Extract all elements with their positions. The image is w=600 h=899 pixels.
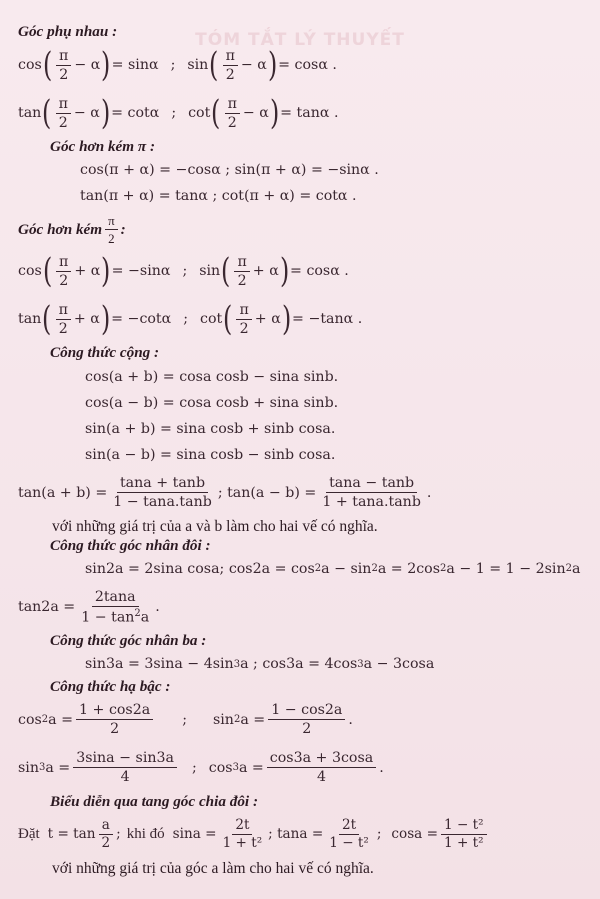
row-ha-bac-2: sin 3 a = $\frac{3\sin a - \sin 3a}{4}$ ; cos 3 a = $\frac{\cos 3a + 3\cos a}{4}$ . (18, 750, 384, 786)
row-triple: sin3a = 3sina − 4sin 3 a ; cos3a = 4cos 3 a − 3cosa (85, 656, 435, 673)
row-add-2: cos(a − b) = cosa cosb + sina sinb. (85, 394, 339, 411)
heading-nhan-ba: Công thức góc nhân ba : (50, 632, 207, 650)
row-add-3: sin(a + b) = sina cosb + sinb cosa. (85, 420, 336, 437)
heading-phu-nhau: Góc phụ nhau : (18, 23, 118, 40)
row-tan-add-sub: tan(a + b) = $\frac{\tan a + \tan b}{1 - \tan a.\tan b}$ ; tan(a − b) = $\frac{\tan a - \tan b}{1 + \tan a.\tan b}$ . (18, 474, 432, 511)
row-ha-bac-1: cos 2 a = $\frac{1 + \cos 2a}{2}$ ; sin 2 a = $\frac{1 - \cos 2a}{2}$ . (18, 702, 353, 738)
row-add-4: sin(a − b) = sina cosb − sinb cosa. (85, 446, 336, 463)
note-a: với những giá trị của góc a làm cho hai vế có nghĩa. (52, 859, 374, 877)
heading-ha-bac: Công thức hạ bậc : (50, 677, 171, 695)
heading-nhan-doi: Công thức góc nhân đôi : (50, 537, 211, 555)
row-pi-1: cos(π + α) = −cosα ; sin(π + α) = −sinα . (80, 162, 379, 179)
faded-title: TÓM TẮT LÝ THUYẾT (195, 30, 405, 50)
row-phu-nhau-1: cos ( $\frac{\pi}{2}$ − α ) = sinα ; sin ( $\frac{\pi}{2}$ − α ) = cosα . (18, 45, 337, 86)
row-double-1: sin2a = 2sina cosa; cos2a = cos 2 a − sin 2 a = 2cos 2 a − 1 = 1 − 2sin 2 a (85, 561, 581, 578)
heading-hon-kem-pi: Góc hơn kém π : (50, 138, 156, 156)
heading-tang-chia-doi: Biểu diễn qua tang góc chia đôi : (50, 792, 258, 810)
frac-pi-over-2: $\frac{\pi}{2}$ (56, 49, 71, 82)
note-ab: với những giá trị của a và b làm cho hai vế có nghĩa. (52, 517, 378, 535)
heading-cong-thuc-cong: Công thức cộng : (50, 344, 160, 362)
fn-cos: cos (18, 57, 42, 74)
formula-sheet (18, 22, 588, 880)
row-pi-2: tan(π + α) = tanα ; cot(π + α) = cotα . (80, 188, 357, 205)
heading-hon-kem-pi2: Góc hơn kém $\frac{\pi}{2}$ : (18, 213, 126, 247)
row-phu-nhau-2: tan ( $\frac{\pi}{2}$ − α ) = cotα ; cot ( $\frac{\pi}{2}$ − α ) = tanα . (18, 93, 339, 134)
row-add-1: cos(a + b) = cosa cosb − sina sinb. (85, 368, 339, 385)
row-pi2-2: tan ( $\frac{\pi}{2}$ + α ) = −cotα ; cot ( $\frac{\pi}{2}$ + α ) = −tanα . (18, 299, 363, 340)
row-tan2a: tan2a = $\frac{2\tan a}{1 - \tan^2a}$ . (18, 588, 160, 626)
row-half-angle: Đặt t = tan $\frac{a}{2}$ ; khi đó sina = $\frac{2t}{\text{1 + t²}}$ ; tana = $\frac{2t}{\text{1 − t²}}$ ; cosa = $\frac{\text{1 − t²}}{\text{1 + t²}}$ (18, 813, 588, 857)
row-pi2-1: cos ( $\frac{\pi}{2}$ + α ) = −sinα ; sin ( $\frac{\pi}{2}$ + α ) = cosα . (18, 251, 349, 292)
